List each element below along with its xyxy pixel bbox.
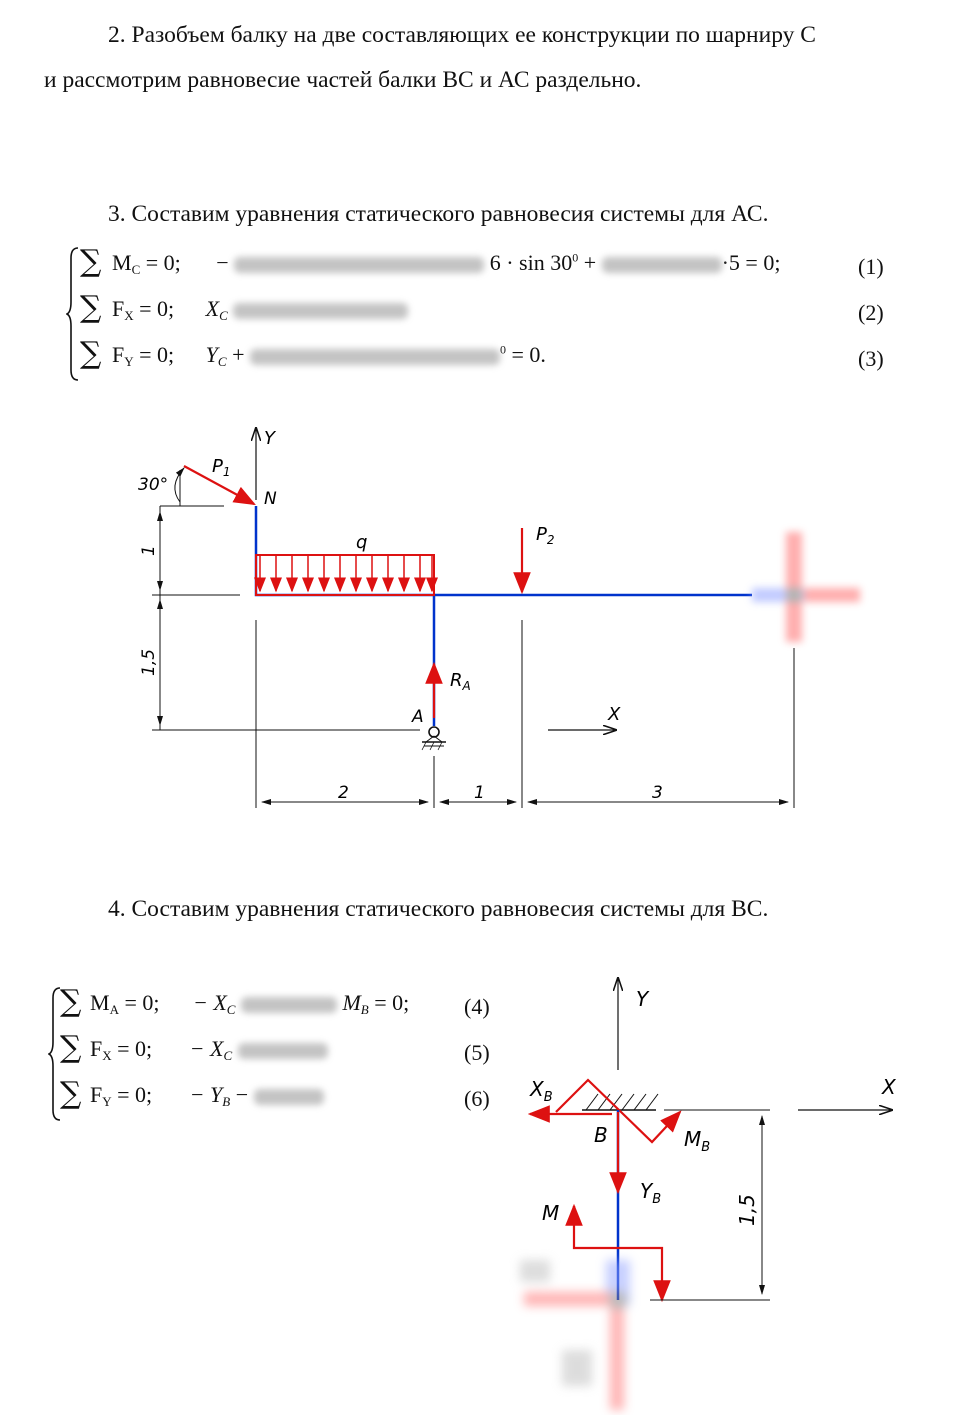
- angle-label: 30°: [138, 475, 169, 495]
- wall-hatching: [586, 1094, 658, 1110]
- angle-arc: [175, 468, 184, 502]
- point-b-label: B: [594, 1123, 608, 1147]
- equation-system-ac: [66, 246, 896, 382]
- equation-number-4: (4): [464, 994, 490, 1019]
- equation-6: ∑ $F_Y = 0$; − $Y_B$ − (6): [60, 1076, 490, 1111]
- beam-ac-diagram: [0, 420, 962, 840]
- distributed-load: [256, 555, 434, 595]
- equation-1: ∑ $M_C = 0$; − $6 \cdot \sin 30^0 + \cdot 5 = 0$; (1): [80, 244, 884, 279]
- equation-2: ∑ $F_X = 0$; $X_C$ (2): [80, 290, 884, 325]
- beam-ac: [256, 506, 434, 726]
- equation-number-6: (6): [464, 1086, 490, 1111]
- sigma-symbol: ∑: [80, 336, 102, 371]
- equation-number-5: (5): [464, 1040, 490, 1065]
- paragraph-3-heading: 3. Составим уравнения статического равновесия системы для АС.: [108, 201, 769, 227]
- y-axis-label: Y: [264, 428, 275, 449]
- point-a-label: A: [412, 707, 424, 727]
- moment-mb-label: $M_B$: [684, 1127, 711, 1155]
- dim-label-3: 3: [652, 783, 663, 803]
- y-axis-label: Y: [636, 987, 649, 1011]
- blurred-content: [250, 349, 500, 365]
- equation-number-3: (3): [858, 346, 884, 371]
- dim-label-1: 1: [139, 545, 159, 556]
- blurred-hinge-c: [520, 1260, 630, 1410]
- equation-number-1: (1): [858, 254, 884, 279]
- blurred-content: [233, 303, 408, 319]
- sigma-symbol: ∑: [60, 1076, 82, 1111]
- blurred-content: [234, 257, 484, 273]
- sigma-symbol: ∑: [80, 244, 102, 279]
- dim-label-15: 1,5: [139, 648, 159, 676]
- reaction-ra-label: $R_A$: [450, 670, 471, 693]
- moment-m-label: M: [542, 1201, 560, 1225]
- load-q-label: q: [356, 532, 368, 553]
- x-axis-label: X: [882, 1075, 896, 1099]
- equation-4: ∑ $M_A = 0$; − $X_C$ $M_B = 0$; (4): [60, 984, 490, 1019]
- sigma-symbol: ∑: [80, 290, 102, 325]
- load-arrows: [260, 555, 432, 591]
- dim-label-1h: 1: [474, 783, 485, 803]
- force-yb-label: $Y_B$: [640, 1179, 662, 1207]
- pin-support-a: [422, 727, 446, 750]
- force-p1-label: $P_1$: [212, 456, 231, 479]
- paragraph-2-line-1: 2. Разобъем балку на две составляющих ее конструкции по шарниру С: [108, 22, 816, 48]
- x-axis-label: X: [608, 704, 621, 725]
- blurred-hinge-c: [752, 532, 860, 642]
- dim-label-2: 2: [338, 783, 349, 803]
- equation-number-2: (2): [858, 300, 884, 325]
- sigma-symbol: ∑: [60, 984, 82, 1019]
- blurred-content: [602, 257, 722, 273]
- point-n-label: N: [264, 489, 277, 509]
- dim-label-15: 1,5: [735, 1194, 759, 1226]
- force-p2-label: $P_2$: [536, 524, 555, 547]
- sigma-symbol: ∑: [60, 1030, 82, 1065]
- paragraph-4-heading: 4. Составим уравнения статического равновесия системы для ВС.: [108, 896, 769, 922]
- equation-5: ∑ $F_X = 0$; − $X_C$ (5): [60, 1030, 490, 1065]
- beam-bc-diagram: [0, 970, 962, 1415]
- equation-3: ∑ $F_Y = 0$; $Y_C + ^0 = 0$. (3): [80, 336, 884, 371]
- force-xb-label: $X_B$: [530, 1077, 553, 1105]
- paragraph-2-line-2: и рассмотрим равновесие частей балки ВС и АС раздельно.: [44, 67, 642, 93]
